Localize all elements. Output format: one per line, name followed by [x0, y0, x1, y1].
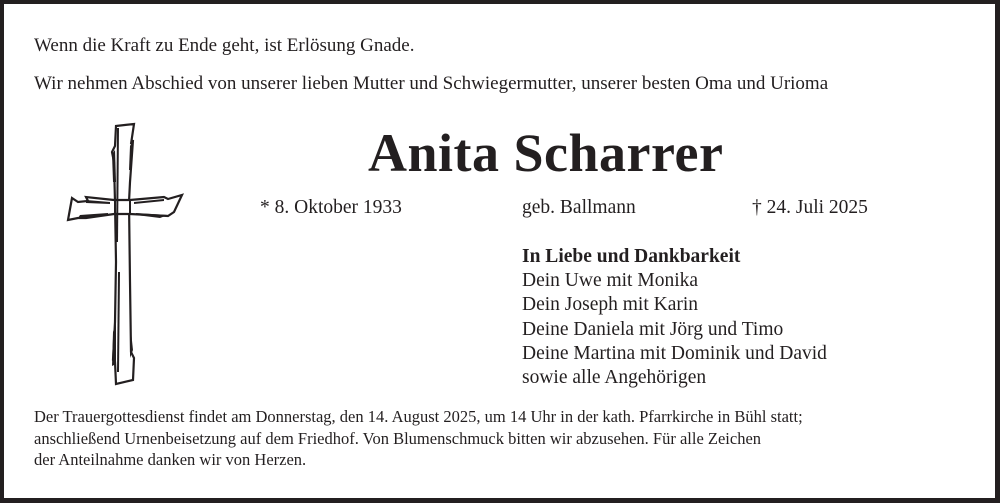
service-info-line: anschließend Urnenbeisetzung auf dem Friedhof. Von Blumenschmuck bitten wir abzusehen. Für alle Zeichen: [34, 428, 762, 448]
death-date: † 24. Juli 2025: [752, 197, 868, 218]
mourner-line: Dein Joseph mit Karin: [522, 294, 699, 316]
mourner-line: sowie alle Angehörigen: [522, 367, 707, 389]
maiden-name: geb. Ballmann: [522, 197, 636, 218]
mourners-heading: In Liebe und Dankbarkeit: [522, 246, 741, 267]
mourner-line: Deine Martina mit Dominik und David: [522, 342, 827, 364]
service-info: [34, 406, 803, 471]
service-info-line: Der Trauergottesdienst findet am Donnerstag, den 14. August 2025, um 14 Uhr in der kath. Pfarrkirche in Bühl statt;: [34, 407, 803, 426]
motto-text: Wenn die Kraft zu Ende geht, ist Erlösung Gnade.: [34, 35, 415, 56]
cross-icon: [64, 122, 186, 388]
intro-text: Wir nehmen Abschied von unserer lieben Mutter und Schwiegermutter, unserer besten Oma und Urioma: [34, 73, 829, 94]
birth-date: * 8. Oktober 1933: [260, 197, 402, 218]
deceased-name: Anita Scharrer: [368, 123, 724, 183]
mourners-list: [522, 245, 827, 390]
mourner-line: Deine Daniela mit Jörg und Timo: [522, 318, 784, 340]
service-info-line: der Anteilnahme danken wir von Herzen.: [34, 450, 307, 469]
mourner-line: Dein Uwe mit Monika: [522, 270, 699, 292]
